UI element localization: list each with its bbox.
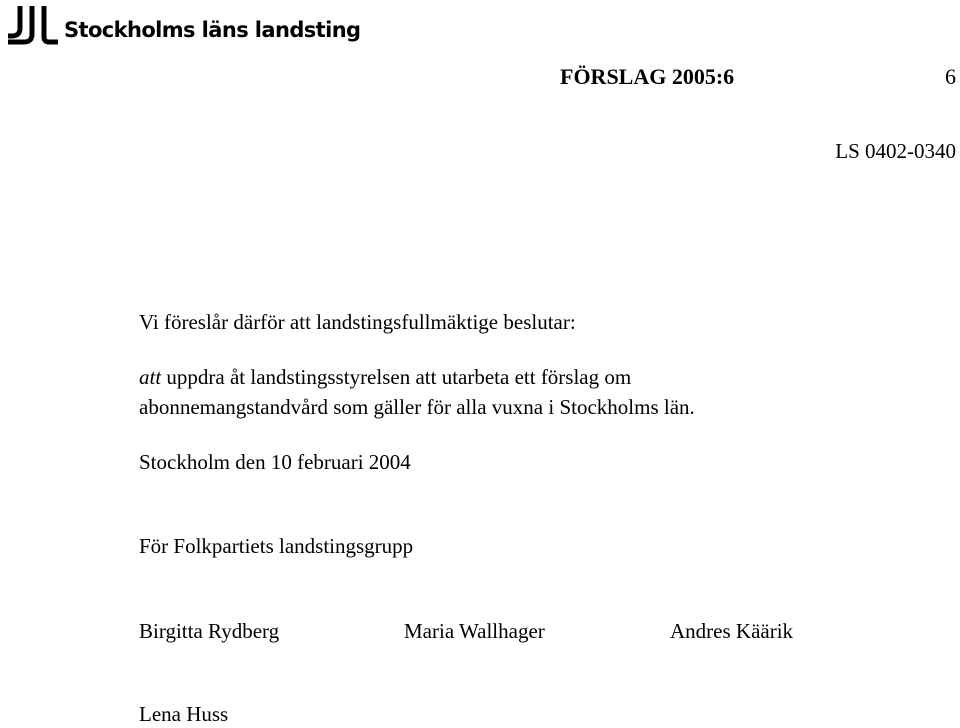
intro-paragraph: Vi föreslår därför att landstingsfullmäktige beslutar: [139, 310, 576, 334]
proposal-line-2: abonnemangstandvård som gäller för alla vuxna i Stockholms län. [139, 395, 695, 419]
logo-text: Stockholms läns landsting [64, 18, 361, 42]
proposal-line-1 [139, 363, 631, 391]
group-line: För Folkpartiets landstingsgrupp [139, 534, 414, 558]
signature-name: Lena Huss [139, 702, 229, 726]
att-word: att [139, 365, 162, 389]
date-line: Stockholm den 10 februari 2004 [139, 450, 411, 474]
case-number: LS 0402-0340 [835, 139, 956, 163]
signature-name: Maria Wallhager [404, 619, 545, 643]
proposal-text: uppdra åt landstingsstyrelsen att utarbeta ett förslag om [161, 365, 632, 389]
signature-name: Andres Käärik [670, 619, 794, 643]
signature-name: Birgitta Rydberg [139, 619, 280, 643]
document-reference: FÖRSLAG 2005:6 [560, 64, 735, 89]
sll-logo-icon [6, 4, 58, 48]
page-number: 6 [945, 64, 956, 89]
logo [6, 4, 360, 48]
